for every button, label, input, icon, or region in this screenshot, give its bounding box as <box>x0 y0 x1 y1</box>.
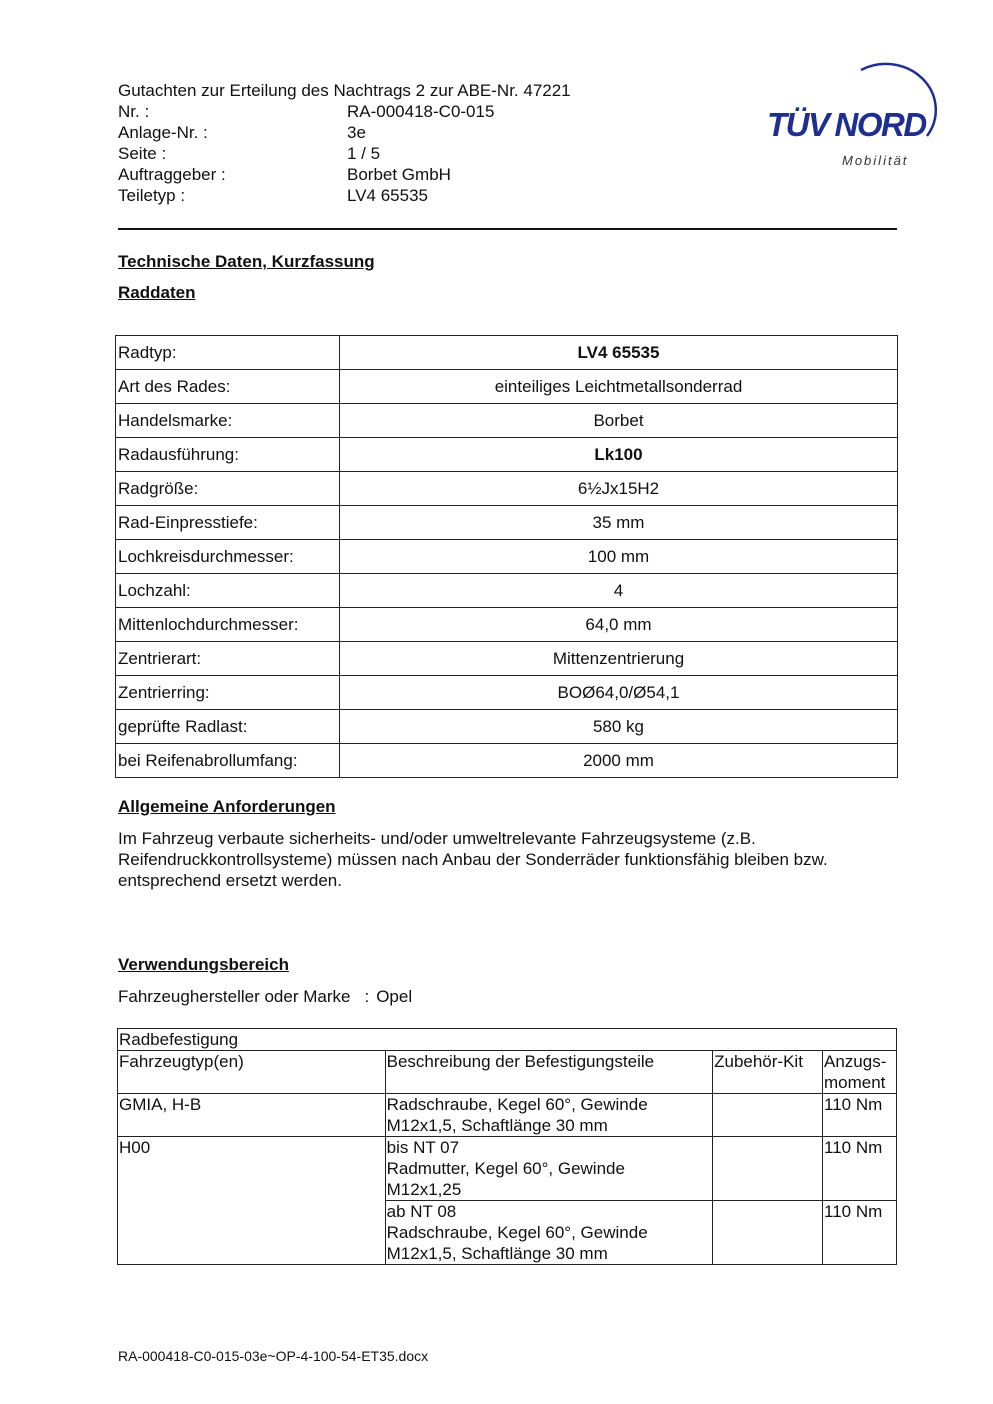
header-value: 1 / 5 <box>347 144 381 163</box>
torque: 110 Nm <box>823 1137 897 1201</box>
mounting-description: bis NT 07 Radmutter, Kegel 60°, Gewinde M12x1,25 <box>385 1137 712 1201</box>
table-row <box>116 472 898 506</box>
vehicle-type: GMIA, H-B <box>118 1094 386 1137</box>
heading-general-requirements: Allgemeine Anforderungen <box>118 797 336 816</box>
accessory-kit <box>713 1094 823 1137</box>
table-row <box>116 540 898 574</box>
table-row <box>116 404 898 438</box>
accessory-kit <box>713 1137 823 1201</box>
table-row <box>116 370 898 404</box>
wheel-key: Handelsmarke: <box>116 404 340 438</box>
wheel-key: Rad-Einpresstiefe: <box>116 506 340 540</box>
header-row-teiletyp <box>118 185 428 206</box>
wheel-key: Radgröße: <box>116 472 340 506</box>
header-vehicle-type: Fahrzeugtyp(en) <box>118 1051 386 1094</box>
wheel-key: Mittenlochdurchmesser: <box>116 608 340 642</box>
manufacturer-line <box>118 986 412 1007</box>
table-row <box>116 608 898 642</box>
vehicle-type: H00 <box>118 1137 386 1265</box>
wheel-data-table <box>115 335 898 778</box>
heading-usage: Verwendungsbereich <box>118 955 289 974</box>
document-title: Gutachten zur Erteilung des Nachtrags 2 zur ABE-Nr. 47221 <box>118 81 571 100</box>
wheel-key: Radtyp: <box>116 336 340 370</box>
wheel-value: 4 <box>340 574 898 608</box>
wheel-value: BOØ64,0/Ø54,1 <box>340 676 898 710</box>
table-row <box>116 710 898 744</box>
wheel-value: Borbet <box>340 404 898 438</box>
tuv-nord-logo <box>765 58 945 176</box>
footer-filename: RA-000418-C0-015-03e~OP-4-100-54-ET35.docx <box>118 1348 429 1364</box>
table-row <box>118 1137 897 1201</box>
table-row <box>116 438 898 472</box>
header-accessory-kit: Zubehör-Kit <box>713 1051 823 1094</box>
wheel-key: Lochzahl: <box>116 574 340 608</box>
wheel-value: 35 mm <box>340 506 898 540</box>
header-row-auftraggeber <box>118 164 451 185</box>
wheel-value: 2000 mm <box>340 744 898 778</box>
header-label: Teiletyp : <box>118 186 186 205</box>
header-value: 3e <box>347 123 366 142</box>
wheel-value: LV4 65535 <box>340 336 898 370</box>
manufacturer-separator: : <box>364 987 370 1006</box>
wheel-key: Zentrierart: <box>116 642 340 676</box>
table-row <box>116 744 898 778</box>
torque: 110 Nm <box>823 1094 897 1137</box>
header-label: Anlage-Nr. : <box>118 123 208 142</box>
heading-wheel-data: Raddaten <box>118 283 196 302</box>
table-title-row <box>118 1029 897 1051</box>
table-row <box>116 676 898 710</box>
wheel-value: Mittenzentrierung <box>340 642 898 676</box>
mounting-description: ab NT 08 Radschraube, Kegel 60°, Gewinde M12x1,5, Schaftlänge 30 mm <box>385 1201 712 1265</box>
logo-subtitle: Mobilität <box>842 153 909 168</box>
header-torque: Anzugs- moment <box>823 1051 897 1094</box>
wheel-value: 6½Jx15H2 <box>340 472 898 506</box>
wheel-value: Lk100 <box>340 438 898 472</box>
header-label: Nr. : <box>118 102 150 121</box>
wheel-value: einteiliges Leichtmetallsonderrad <box>340 370 898 404</box>
header-label: Seite : <box>118 144 167 163</box>
heading-technical-data: Technische Daten, Kurzfassung <box>118 252 375 271</box>
table-row <box>116 506 898 540</box>
table-header-row <box>118 1051 897 1094</box>
wheel-mounting-table <box>117 1028 897 1265</box>
wheel-key: Lochkreisdurchmesser: <box>116 540 340 574</box>
wheel-key: bei Reifenabrollumfang: <box>116 744 340 778</box>
accessory-kit <box>713 1201 823 1265</box>
header-row-seite <box>118 143 380 164</box>
mounting-title: Radbefestigung <box>118 1029 897 1051</box>
table-row <box>116 336 898 370</box>
wheel-value: 100 mm <box>340 540 898 574</box>
header-value: RA-000418-C0-015 <box>347 102 495 121</box>
header-row-anlage <box>118 122 366 143</box>
general-requirements-text: Im Fahrzeug verbaute sicherheits- und/oder umweltrelevante Fahrzeugsysteme (z.B. Reifendruckkontrollsysteme) müssen nach Anbau der Sonderräder funktionsfähig bleiben bzw. entsprechend ersetzt werden. <box>118 829 828 890</box>
table-row <box>116 642 898 676</box>
wheel-key: Art des Rades: <box>116 370 340 404</box>
header-value: Borbet GmbH <box>347 165 451 184</box>
table-row <box>116 574 898 608</box>
wheel-key: geprüfte Radlast: <box>116 710 340 744</box>
mounting-description: Radschraube, Kegel 60°, Gewinde M12x1,5, Schaftlänge 30 mm <box>385 1094 712 1137</box>
torque: 110 Nm <box>823 1201 897 1265</box>
header-row-nr <box>118 101 494 122</box>
wheel-value: 580 kg <box>340 710 898 744</box>
header-value: LV4 65535 <box>347 186 428 205</box>
header-label: Auftraggeber : <box>118 165 226 184</box>
manufacturer-value: Opel <box>376 987 413 1006</box>
manufacturer-label: Fahrzeughersteller oder Marke <box>118 987 351 1006</box>
wheel-key: Zentrierring: <box>116 676 340 710</box>
header-description: Beschreibung der Befestigungsteile <box>385 1051 712 1094</box>
header-divider <box>118 228 897 230</box>
table-row <box>118 1094 897 1137</box>
wheel-key: Radausführung: <box>116 438 340 472</box>
logo-brand: TÜV NORD <box>767 106 926 143</box>
wheel-value: 64,0 mm <box>340 608 898 642</box>
